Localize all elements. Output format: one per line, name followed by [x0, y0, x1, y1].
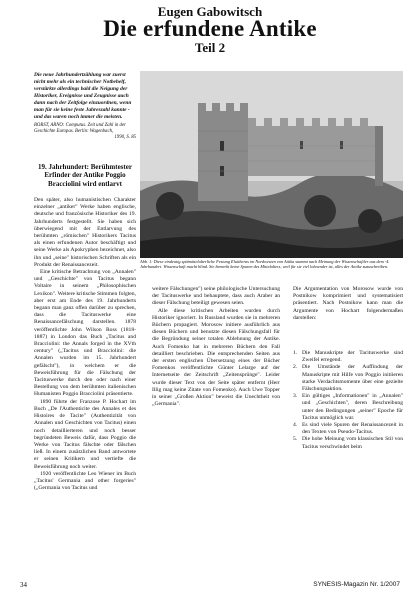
- list-item-text: Die Umstände der Auffindung der Manuskripte mit Hilfe von Poggio initiieren starke Verdachtsmomente über eine gezielte Fälschungsaktion.: [302, 364, 403, 393]
- paragraph: 1890 führte der Franzose P. Hochart im Buch „De l'Authenticite des Annales et des Histoires de Tacite" (Authentizität von Annalen und Geschichten von Tacitus) einen noch detaillierteren und noch besser begründeten Beweis dafür, dass Poggio die Werke von Tacitus fälschte oder fälschen ließ. In einem zusätzlichen Band antwortete er seinen Kritikern und vertiefte die Beweisführung noch weiter.: [34, 398, 136, 470]
- paragraph: weitere Fälschungen") seine philologische Untersuchung der Tacituswerke und behauptete, dass auch Araber an dieser Fälschung beteiligt gewesen seien.: [152, 286, 280, 307]
- article-part: Teil 2: [194, 40, 226, 55]
- fortress-photo: [140, 71, 403, 258]
- section-heading: 19. Jahrhundert: Berühmtester Erfinder der Antike Poggio Bracciolini wird entlarvt: [38, 163, 132, 188]
- list-item-number: 4.: [293, 422, 298, 429]
- list-item: [293, 364, 403, 393]
- list-item-number: 3.: [293, 393, 298, 400]
- list-item: [293, 436, 403, 450]
- article-title: Die erfundene Antike: [103, 16, 317, 41]
- list-item: [293, 393, 403, 422]
- column-left: [34, 197, 136, 492]
- column-right-intro: [293, 286, 403, 322]
- list-item-text: Die Manuskripte der Tacituswerke sind Zweifel erregend.: [302, 350, 403, 364]
- list-item: [293, 422, 403, 436]
- intro-reference-line: BORST, ARNO: Computus. Zeit und Zahl in der Geschichte Europas. Berlin: Wagenbach,: [34, 123, 126, 134]
- article-author: Eugen Gabowitsch: [157, 4, 263, 19]
- paragraph: Alle diese kritischen Arbeiten wurden durch Historiker ignoriert. In Russland wurden sie in mehreren Büchern propagiert. Morosow initiere ausführlich aus diesen Büchern und benutzte diesen Fälschungsfall für die Begründung seiner totalen Ablehnung der Antike. Auch Fomenko hat in mehreren Büchern den Fall detailliert beschrieben. Die entsprechenden Seiten aus der ersten englischen Übersetzung eines der Bücher Fomenkos veröffentlichte Günter Lelarge auf der Internetseite der Zeitschrift „Zeitensprünge". Leider wurde dieser Text von der Seite später entfernt (Herr Illig mag keine Zitate von Fomenko). Auch Uwe Topper in seiner „Großen Aktion" beweist die Unechtheit von „Germania".: [152, 307, 280, 408]
- list-item-number: 2.: [293, 364, 298, 371]
- photo-caption: Abb. 1: Diese eindeutig spätmittelalterliche Festung Eluitheras im Nordwesten von Attika stammt nach Meinung der Wissenschaftler aus dem -4. Jahrhundert. Wissenschaft macht blind. Sie bemerkt keine Spuren des Mittelalters, weil für sie viel lohnender ist, alles der Antike zuzuschreiben.: [140, 259, 390, 270]
- paragraph: 1920 veröffentlichte Leo Wiener im Buch „Tacitus' Germania and other forgeries" („Germania von Tacitus und: [34, 470, 136, 492]
- list-item-text: Die hohe Meinung vom klassischen Stil von Tacitus verschwindet beim: [302, 436, 403, 450]
- paragraph: Eine kritische Betrachtung von „Annalen" und „Geschichte" von Tacitus begann Voltaire in seinem „Philosophischen Lexikon". Weitere kritische Stimmen folgten, aber erst am Ende des 19. Jahrhunderts begann man ganz offen darüber zu sprechen, dass die Tacituswerke eine Renaissancefälschung darstellen. 1878 veröffentlichte John Wilson Ross (1818-1887) in London das Buch „Tacitus and Bracciolini: the Annals forged in the XVth century" („Tacitus und Bracciolini: die Annalen wurden im 15. Jahrhundert gefälscht"), in welchem er die Beweisführung für die Fälschung der Tacituswerke durch den oder nach einer Bestellung von dem berühmten italienischen Humanisten Poggio Bracciolini präsentierte.: [34, 269, 136, 398]
- fortress-photo-image: [140, 71, 403, 258]
- intro-reference: [34, 123, 136, 141]
- intro-reference-page: 1990, S. 85: [114, 135, 136, 140]
- argument-list: [293, 350, 403, 451]
- list-item-number: 5.: [293, 436, 298, 443]
- list-item-number: 1.: [293, 350, 298, 356]
- intro-quote-text: Die neue Jahrhundertzählung war zuerst nicht mehr als ein technischer Notbehelf, verstärkte allerdings bald die Neigung der Historiker, Ereignisse und Zeugnisse auch dann nach der Zeitfolge einzuordnen, wenn man für sie keine feste Jahreszahl kannte - und das waren noch immer die meisten.: [34, 72, 132, 120]
- paragraph: Die Argumentation von Morosow wurde von Postnikow komprimiert und systematisiert präsentiert. Nach Postnikow kann man die Argumente von Hochart folgendermaßen darstellen:: [293, 286, 403, 321]
- list-item: [293, 350, 403, 364]
- column-middle: [152, 286, 280, 408]
- list-item-text: Es sind viele Spuren der Renaissancezeit in den Texten von Pseudo-Tacitus.: [302, 422, 403, 436]
- paragraph: Den später, also humanistischen Charakter einzelner „antiker" Werke haben englische, deutsche und französische Historiker des 19. Jahrhunderts festgestellt. Sie haben sich überwiegend mit der Entlarvung des berühmten „römischen" Historikers Tacitus als einen erfundenen Autor beschäftigt und seine Werke als Apokryphen bezeichnet, also ihn und „seine" historischen Schriften als ein Produkt der Renaissancezeit.: [34, 197, 136, 268]
- page-number: 34: [20, 581, 27, 589]
- magazine-issue: SYNESIS-Magazin Nr. 1/2007: [313, 581, 400, 588]
- list-item-text: Ein gültiges „Informationen" in „Annalen" und „Geschichten", deren Beschreibung unter den Bedingungen „seiner" Epoche für Tacitus unmöglich war.: [302, 393, 403, 421]
- intro-quote: [34, 72, 136, 141]
